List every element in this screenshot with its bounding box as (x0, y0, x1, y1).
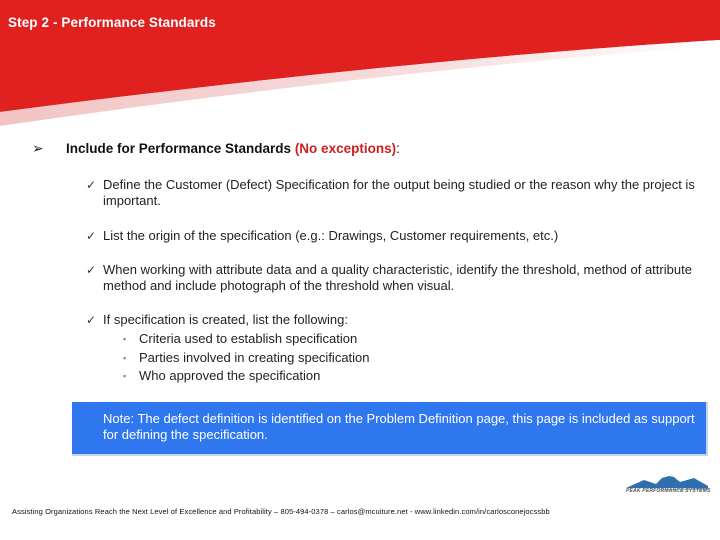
footer-text: Assisting Organizations Reach the Next Level of Excellence and Profitability – 805-494-0378 – carlos@mcuiture.net - www.linkedin.com/in/carlosconejocssbb (12, 507, 550, 516)
arrow-bullet-icon: ➢ (32, 140, 44, 156)
sub-list-item-text: Parties involved in creating specification (139, 349, 370, 365)
no-exceptions-label: (No exceptions) (294, 141, 397, 156)
square-bullet-icon: ▪ (123, 371, 127, 381)
checkmark-icon: ✓ (86, 178, 97, 192)
main-instruction-colon: : (396, 141, 400, 156)
main-instruction-text: Include for Performance Standards (66, 141, 295, 156)
sub-list (123, 330, 696, 386)
checklist-item (86, 262, 696, 294)
square-bullet-icon: ▪ (123, 334, 127, 344)
checklist (86, 177, 696, 405)
sub-list-item-text: Criteria used to establish specification (139, 331, 358, 346)
sub-list-item (123, 330, 696, 349)
sub-list-item-text: Who approved the specification (139, 368, 321, 383)
checklist-item-text: If specification is created, list the following: (103, 312, 348, 327)
checklist-item-text: List the origin of the specification (e.g.: Drawings, Customer requirements, etc.) (103, 228, 559, 243)
checklist-item (86, 228, 696, 244)
checklist-item-text: Define the Customer (Defect) Specification for the output being studied or the reason why the project is important. (103, 177, 695, 208)
note-text: Note: The defect definition is identified on the Problem Definition page, this page is included as support for defining the specification. (103, 411, 695, 442)
square-bullet-icon: ▪ (123, 352, 127, 363)
checklist-item-text: When working with attribute data and a quality characteristic, identify the threshold, method of attribute method and include photograph of the threshold when visual. (103, 262, 692, 293)
checkmark-icon: ✓ (86, 263, 97, 277)
main-instruction (66, 141, 400, 156)
slide-title: Step 2 - Performance Standards (8, 15, 216, 30)
checkmark-icon: ✓ (86, 229, 97, 243)
checkmark-icon: ✓ (86, 313, 97, 327)
sub-list-item (123, 349, 696, 368)
checklist-item (86, 312, 696, 386)
sub-list-item (123, 367, 696, 386)
logo-text: PEAK PERFORMANCE SYSTEMS (626, 488, 711, 494)
checklist-item (86, 177, 696, 209)
